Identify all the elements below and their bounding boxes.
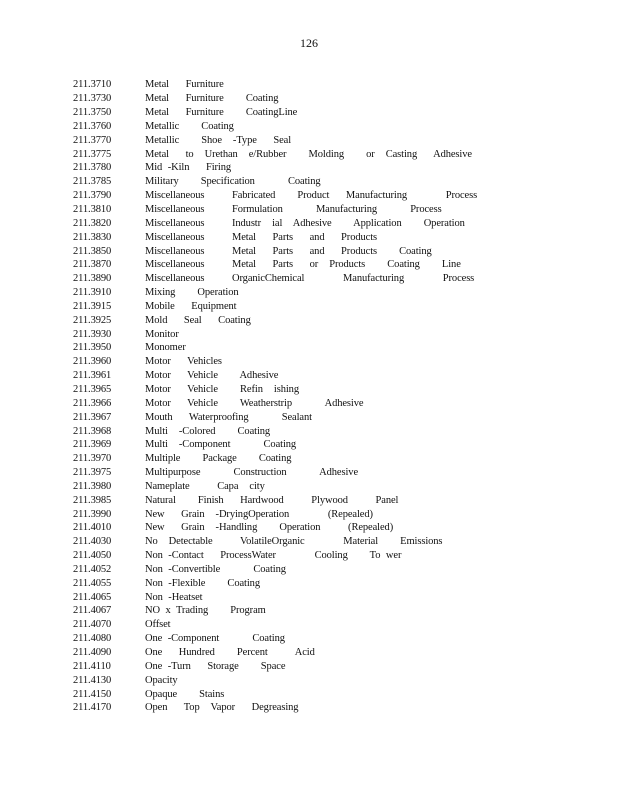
- section-number: 211.4052: [73, 563, 112, 575]
- defined-term: NO x Trading Program: [145, 605, 266, 617]
- defined-term: Metallic Shoe -Type Seal: [145, 134, 292, 146]
- defined-term: Miscellaneous OrganicChemical Manufacturing Process: [145, 273, 475, 285]
- index-entry: [73, 175, 477, 189]
- defined-term: Multi -Component Coating: [145, 439, 297, 451]
- defined-term: Miscellaneous Metal Parts and Products: [145, 231, 378, 243]
- section-number: 211.3820: [73, 217, 112, 229]
- defined-term: Motor Vehicle Refin ishing: [145, 383, 299, 395]
- section-number: 211.3980: [73, 480, 112, 492]
- section-number: 211.4070: [73, 619, 112, 631]
- section-number: 211.3961: [73, 370, 112, 382]
- defined-term: Opacity: [145, 674, 178, 686]
- defined-term: Miscellaneous Industr ial Adhesive Application Operation: [145, 217, 465, 229]
- defined-term: Monitor: [145, 328, 179, 340]
- section-number: 211.3960: [73, 356, 112, 368]
- section-number: 211.4090: [73, 647, 112, 659]
- defined-term: Non -Convertible Coating: [145, 563, 286, 575]
- index-entry: [73, 673, 477, 687]
- index-entry: [73, 590, 477, 604]
- index-entry: [73, 78, 477, 92]
- index-entry: [73, 410, 477, 424]
- section-number: 211.4010: [73, 522, 112, 534]
- section-number: 211.3790: [73, 190, 112, 202]
- section-number: 211.3969: [73, 439, 112, 451]
- section-number: 211.3785: [73, 176, 112, 188]
- section-number: 211.3890: [73, 273, 112, 285]
- index-entry: [73, 466, 477, 480]
- section-number: 211.3780: [73, 162, 112, 174]
- defined-term: Non -Heatset: [145, 591, 203, 603]
- index-entry: [73, 161, 477, 175]
- index-entry: [73, 576, 477, 590]
- defined-term: Opaque Stains: [145, 688, 225, 700]
- defined-term: Military Specification Coating: [145, 176, 321, 188]
- index-entry: [73, 549, 477, 563]
- section-number: 211.3730: [73, 93, 112, 105]
- defined-term: Motor Vehicle Weatherstrip Adhesive: [145, 397, 364, 409]
- defined-term: Monomer: [145, 342, 186, 354]
- section-number: 211.4067: [73, 605, 112, 617]
- section-number: 211.4055: [73, 577, 112, 589]
- index-entry: [73, 563, 477, 577]
- index-entry: [73, 383, 477, 397]
- defined-term: Metal Furniture Coating: [145, 93, 279, 105]
- defined-term: Open Top Vapor Degreasing: [145, 702, 299, 714]
- index-entry: [73, 618, 477, 632]
- defined-term: Mobile Equipment: [145, 300, 237, 312]
- section-number: 211.3967: [73, 411, 112, 423]
- defined-term: Multiple Package Coating: [145, 453, 292, 465]
- index-entry: [73, 507, 477, 521]
- defined-term: No Detectable VolatileOrganic Material Emissions: [145, 536, 443, 548]
- section-number: 211.4130: [73, 674, 112, 686]
- defined-term: Multipurpose Construction Adhesive: [145, 467, 359, 479]
- section-number: 211.3966: [73, 397, 112, 409]
- defined-term: Metal to Urethan e/Rubber Molding or Casting Adhesive: [145, 148, 472, 160]
- section-number: 211.4110: [73, 660, 111, 672]
- defined-term: Mold Seal Coating: [145, 314, 251, 326]
- section-number: 211.3950: [73, 342, 112, 354]
- defined-term: New Grain -DryingOperation (Repealed): [145, 508, 373, 520]
- defined-term: Multi -Colored Coating: [145, 425, 271, 437]
- defined-term: Offset: [145, 619, 171, 631]
- section-number: 211.3775: [73, 148, 112, 160]
- section-number: 211.3870: [73, 259, 112, 271]
- section-number: 211.3760: [73, 120, 112, 132]
- section-number: 211.3925: [73, 314, 112, 326]
- index-entry: [73, 216, 477, 230]
- section-number: 211.3985: [73, 494, 112, 506]
- defined-term: Motor Vehicle Adhesive: [145, 370, 279, 382]
- index-entry: [73, 535, 477, 549]
- index-entry: [73, 438, 477, 452]
- section-number: 211.3975: [73, 467, 112, 479]
- section-number: 211.4030: [73, 536, 112, 548]
- defined-term: Miscellaneous Formulation Manufacturing Process: [145, 204, 442, 216]
- index-entry: [73, 604, 477, 618]
- defined-term: Non -Flexible Coating: [145, 577, 260, 589]
- index-entry: [73, 244, 477, 258]
- index-entry: [73, 106, 477, 120]
- defined-term: Mid -Kiln Firing: [145, 162, 232, 174]
- section-number: 211.3968: [73, 425, 112, 437]
- page-number: 126: [300, 36, 318, 50]
- defined-term: One -Turn Storage Space: [145, 660, 286, 672]
- definitions-index-list: [73, 78, 477, 715]
- index-entry: [73, 300, 477, 314]
- defined-term: Miscellaneous Metal Parts and Products Coating: [145, 245, 432, 257]
- index-entry: [73, 493, 477, 507]
- defined-term: Nameplate Capa city: [145, 480, 265, 492]
- index-entry: [73, 327, 477, 341]
- index-entry: [73, 479, 477, 493]
- defined-term: One Hundred Percent Acid: [145, 647, 315, 659]
- index-entry: [73, 189, 477, 203]
- defined-term: Motor Vehicles: [145, 356, 222, 368]
- section-number: 211.3710: [73, 79, 112, 91]
- index-entry: [73, 646, 477, 660]
- section-number: 211.4170: [73, 702, 112, 714]
- defined-term: Miscellaneous Fabricated Product Manufacturing Process: [145, 190, 478, 202]
- index-entry: [73, 396, 477, 410]
- index-entry: [73, 369, 477, 383]
- defined-term: Non -Contact ProcessWater Cooling To wer: [145, 550, 402, 562]
- index-entry: [73, 659, 477, 673]
- section-number: 211.3910: [73, 287, 112, 299]
- index-entry: [73, 452, 477, 466]
- section-number: 211.3810: [73, 204, 112, 216]
- section-number: 211.4065: [73, 591, 112, 603]
- index-entry: [73, 272, 477, 286]
- index-entry: [73, 521, 477, 535]
- defined-term: New Grain -Handling Operation (Repealed): [145, 522, 394, 534]
- section-number: 211.3770: [73, 134, 112, 146]
- index-entry: [73, 258, 477, 272]
- section-number: 211.3970: [73, 453, 112, 465]
- defined-term: Miscellaneous Metal Parts or Products Coating Line: [145, 259, 461, 271]
- section-number: 211.3750: [73, 107, 112, 119]
- defined-term: Metal Furniture: [145, 79, 224, 91]
- defined-term: Metallic Coating: [145, 120, 234, 132]
- index-entry: [73, 92, 477, 106]
- index-entry: [73, 701, 477, 715]
- index-entry: [73, 230, 477, 244]
- section-number: 211.3915: [73, 300, 112, 312]
- defined-term: Mouth Waterproofing Sealant: [145, 411, 312, 423]
- index-entry: [73, 313, 477, 327]
- defined-term: One -Component Coating: [145, 633, 285, 645]
- index-entry: [73, 286, 477, 300]
- index-entry: [73, 687, 477, 701]
- index-entry: [73, 632, 477, 646]
- index-entry: [73, 147, 477, 161]
- section-number: 211.3850: [73, 245, 112, 257]
- section-number: 211.3930: [73, 328, 112, 340]
- index-entry: [73, 424, 477, 438]
- section-number: 211.3965: [73, 383, 112, 395]
- section-number: 211.4150: [73, 688, 112, 700]
- defined-term: Natural Finish Hardwood Plywood Panel: [145, 494, 399, 506]
- defined-term: Mixing Operation: [145, 287, 239, 299]
- section-number: 211.3830: [73, 231, 112, 243]
- index-entry: [73, 341, 477, 355]
- index-entry: [73, 133, 477, 147]
- section-number: 211.3990: [73, 508, 112, 520]
- section-number: 211.4080: [73, 633, 112, 645]
- index-entry: [73, 355, 477, 369]
- index-entry: [73, 120, 477, 134]
- index-entry: [73, 203, 477, 217]
- defined-term: Metal Furniture CoatingLine: [145, 107, 298, 119]
- section-number: 211.4050: [73, 550, 112, 562]
